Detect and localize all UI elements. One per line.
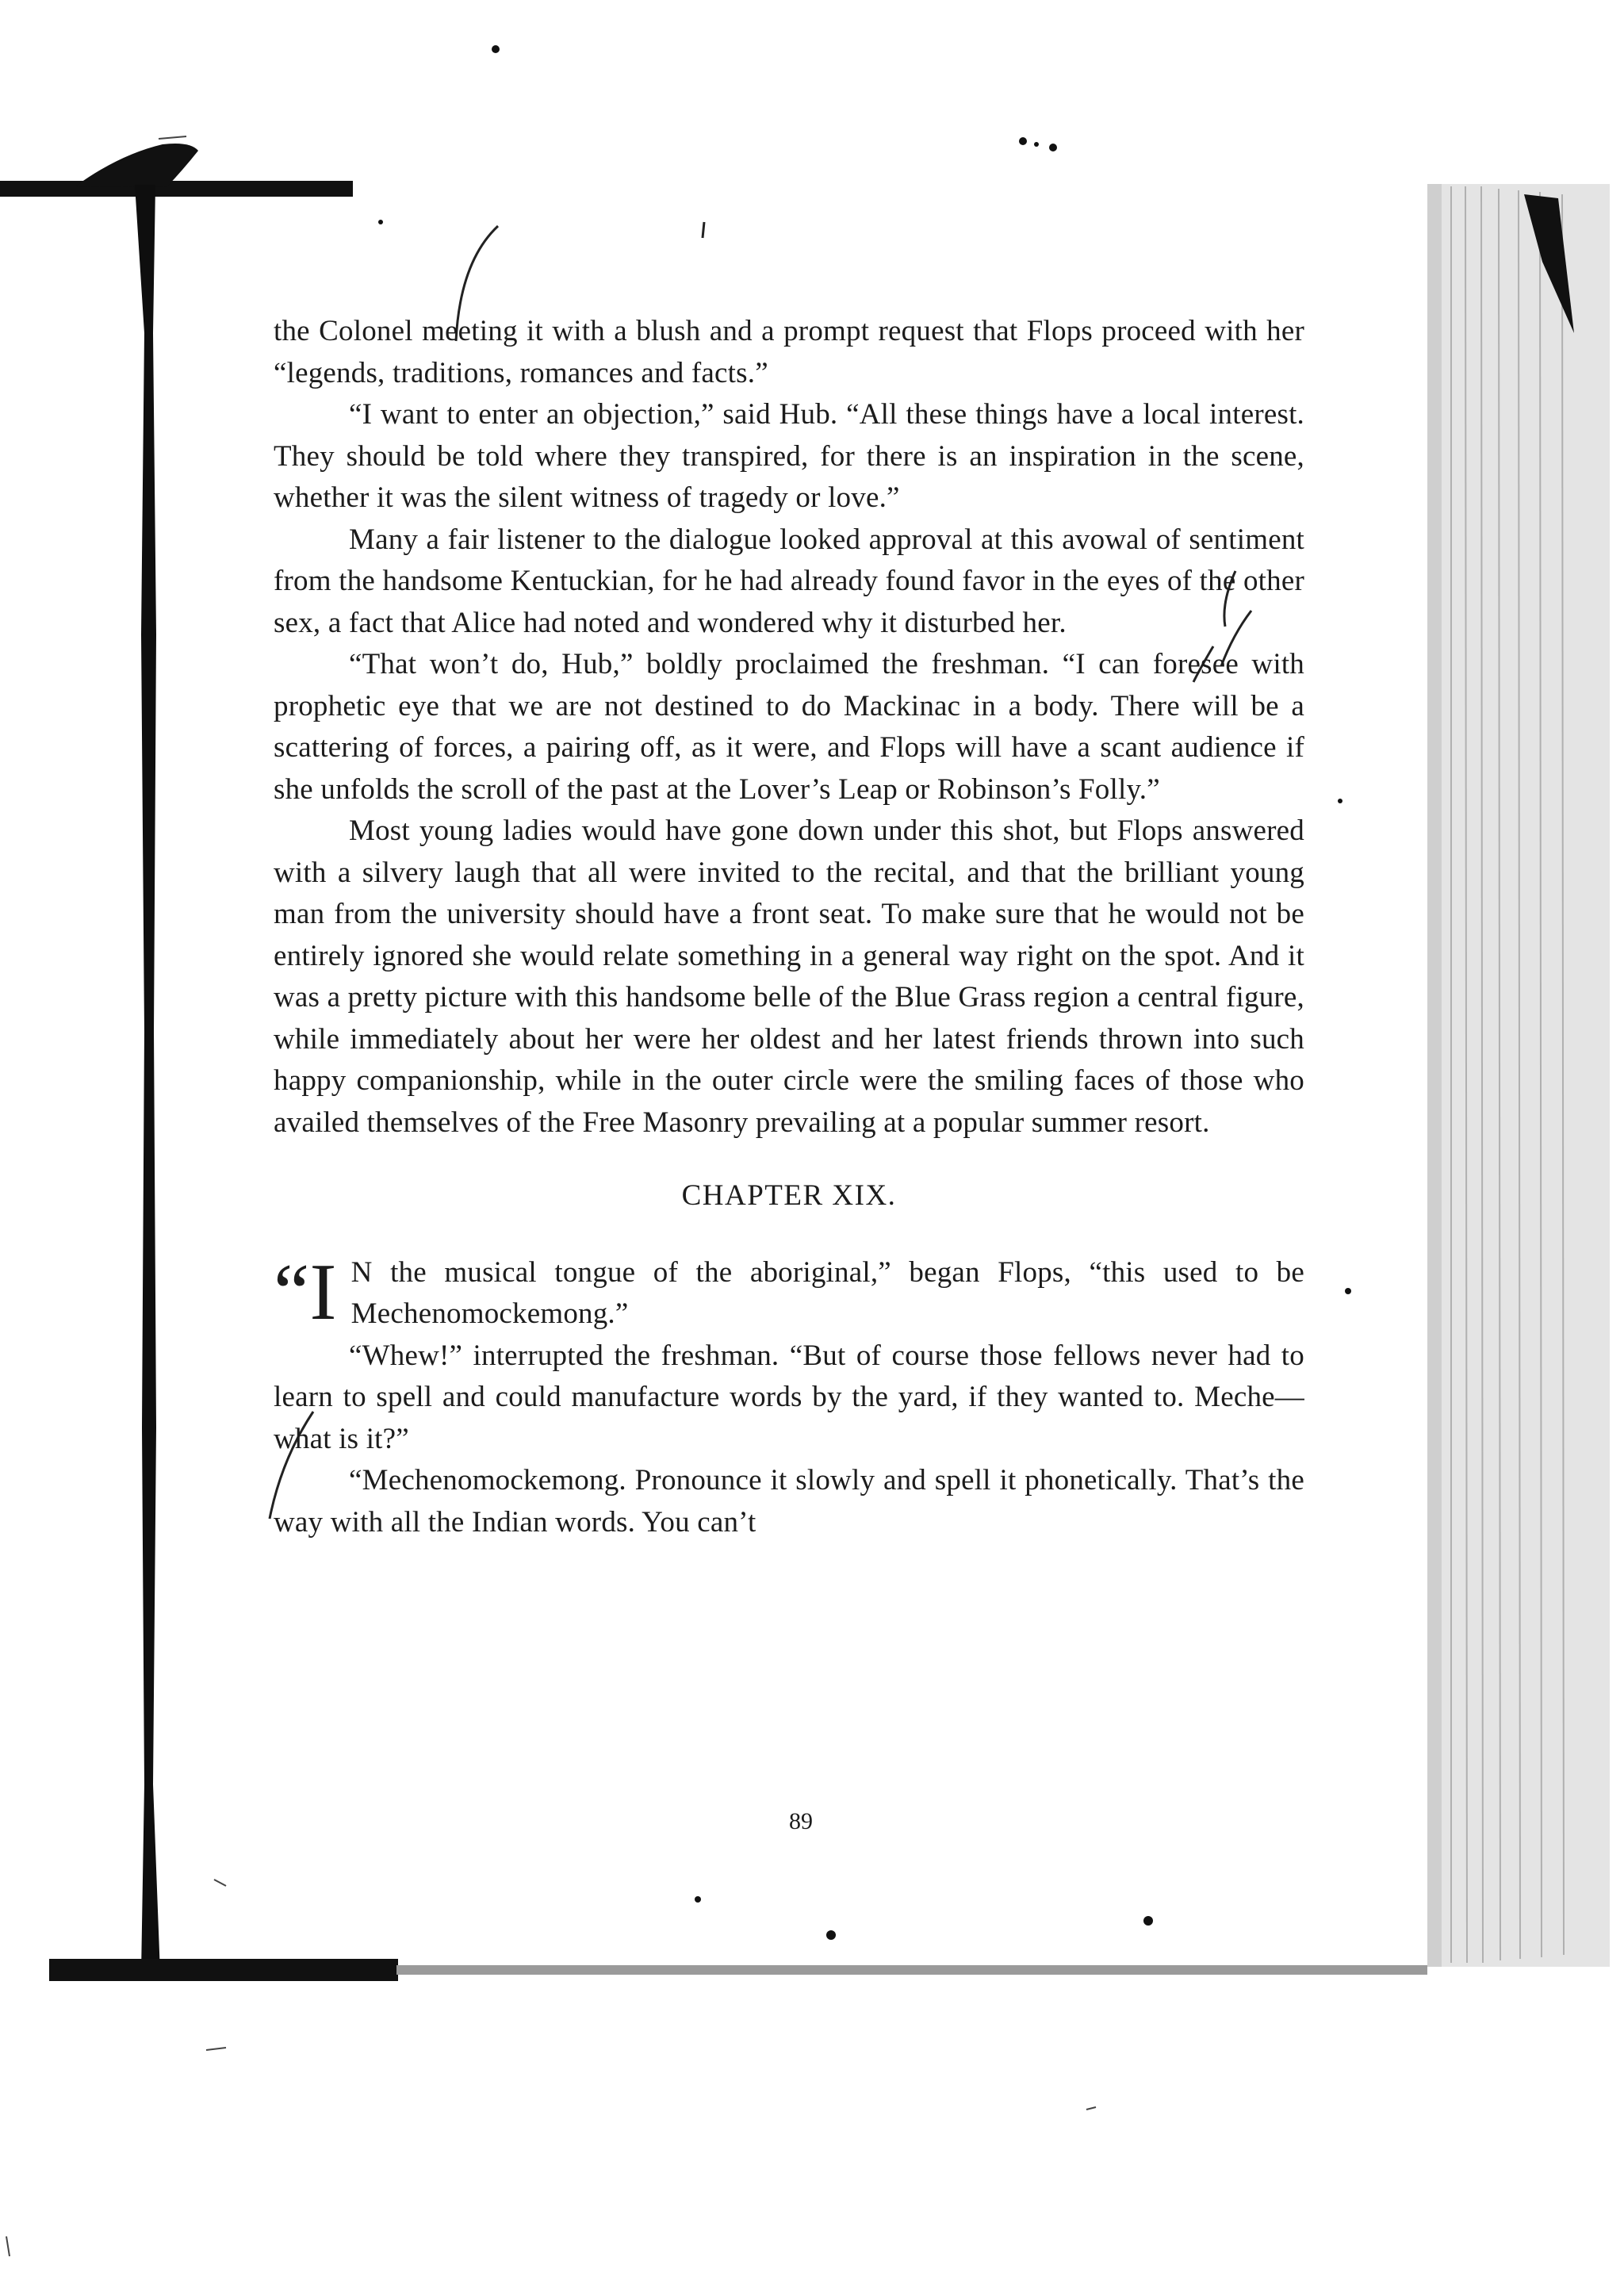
chapter-opening xyxy=(274,1247,1304,1337)
paragraph: Many a fair listener to the dialogue looked approval at this avowal of sentiment from the handsome Kentuckian, for he had already found favor in the eyes of the other sex, a fact that Alice had noted and wondered why it disturbed her. xyxy=(274,523,1304,639)
paragraph: “Mechenomockemong. Pronounce it slowly and spell it phonetically. That’s the way with all the Indian words. You can’t xyxy=(274,1464,1304,1539)
paragraph: the Colonel meeting it with a blush and a prompt request that Flops proceed with her “legends, traditions, romances and facts.” xyxy=(274,315,1304,389)
top-blob xyxy=(75,144,198,187)
drop-cap xyxy=(274,1247,337,1337)
drop-cap-letter: I xyxy=(309,1247,337,1337)
paragraph: “Whew!” interrupted the freshman. “But of course those fellows never had to learn to spell and could manufacture words by the yard, if they wanted to. Meche—what is it?” xyxy=(274,1339,1304,1455)
spine-bar xyxy=(135,185,160,1973)
page-number: 89 xyxy=(789,1808,813,1834)
paragraph: “I want to enter an objection,” said Hub. “All these things have a local interest. They should be told where they transpired, for there is an inspiration in the scene, whether it was the silent witness of tragedy or love.” xyxy=(274,398,1304,514)
chapter-heading: CHAPTER XIX. xyxy=(681,1179,897,1212)
top-bar xyxy=(0,181,353,197)
chapter-opening-text: N the musical tongue of the aboriginal,” began Flops, “this used to be Mechenomockemong.” xyxy=(350,1255,1304,1330)
page-edge-inner xyxy=(1427,184,1442,1967)
bottom-bar xyxy=(49,1959,398,1981)
page-text xyxy=(274,311,1304,1543)
paragraph: Most young ladies would have gone down under this shot, but Flops answered with a silvery laugh that all were invited to the recital, and that the brilliant young man from the university should have a front seat. To make sure that he would not be entirely ignored she would relate something in a general way right on the spot. And it was a pretty picture with this handsome belle of the Blue Grass region a central figure, while immediately about her were her oldest and her latest friends thrown into such happy companionship, while in the outer circle were the smiling faces of those who availed themselves of the Free Masonry prevailing at a popular summer resort. xyxy=(274,814,1304,1139)
opening-quote-mark: “ xyxy=(274,1247,310,1337)
paragraph: “That won’t do, Hub,” boldly proclaimed the freshman. “I can foresee with prophetic eye that we are not destined to do Mackinac in a body. There will be a scattering of forces, a pairing off, as it were, and Flops will have a scant audience if she unfolds the scroll of the past at the Lover’s Leap or Robinson’s Folly.” xyxy=(274,648,1304,806)
bottom-edge xyxy=(396,1965,1427,1975)
